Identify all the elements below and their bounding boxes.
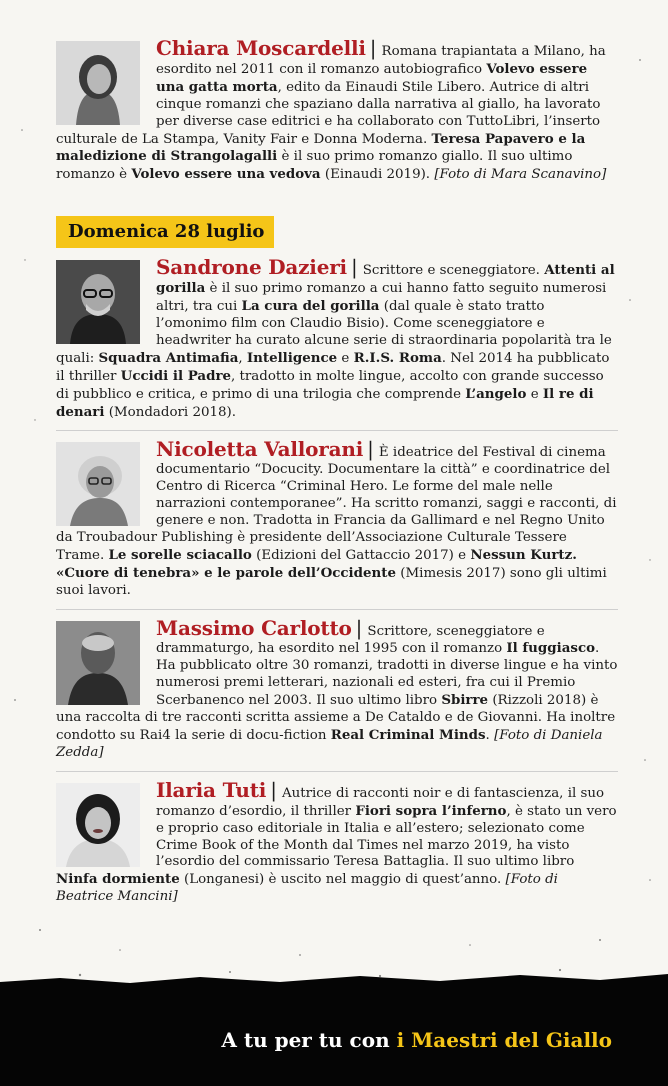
author-name: Sandrone Dazieri <box>156 255 347 280</box>
bio-text-run: (dal quale è stato tratto l’omonimo film con Claudio Bisio). Come sceneggiatore e headwriter ha curato alcune serie di straordinaria popolarità tra le quali: <box>56 299 612 366</box>
author-photo-sandrone-dazieri <box>56 260 140 344</box>
footer-highlight: i Maestri del Giallo <box>396 1028 612 1052</box>
day-label: Domenica 28 luglio <box>56 216 274 248</box>
bio-text-run: (Edizioni del Gattaccio 2017) e <box>251 547 471 563</box>
bio-text-run: e <box>337 350 354 366</box>
author-bio-sandrone-dazieri <box>56 255 618 421</box>
footer-prefix: A tu per tu con <box>221 1028 390 1052</box>
bio-text-run: È ideatrice del Festival di cinema documentario “Docucity. Documentare la città” e coordinatrice del Centro di Ricerca “Criminal Hero. Le forme del male nelle narrazioni contemporanee”. Ha scritto romanzi, saggi e racconti, di genere e non. Tradotta in Francia da Gallimard e nel Regno Unito da Troubadour Publishing è presidente dell’Associazione Culturale Tessere Trame. <box>56 445 617 563</box>
bio-book-title: Nessun Kurtz. «Cuore di tenebra» e le parole dell’Occidente <box>56 546 577 581</box>
bio-book-title: Volevo essere una gatta morta <box>156 60 588 95</box>
bio-text-run: . <box>485 728 495 743</box>
author-bio-text <box>56 786 617 904</box>
bio-book-title: Sbirre <box>441 692 489 709</box>
portrait-photo-icon <box>56 783 140 867</box>
author-photo-nicoletta-vallorani <box>56 442 140 526</box>
author-bio-text <box>56 445 617 597</box>
bio-book-title: Squadra Antimafia <box>98 349 239 366</box>
bio-book-title: Ninfa dormiente <box>56 871 180 888</box>
bio-text-run: Romana trapiantata a Milano, ha esordito nel 2011 con il romanzo autobiografico <box>156 44 606 77</box>
name-separator: | <box>355 615 363 640</box>
bio-book-title: Le sorelle sciacallo <box>108 546 252 563</box>
bio-book-title: Attenti al gorilla <box>156 262 615 297</box>
bio-photo-credit: [Foto di Mara Scanavino] <box>434 167 607 183</box>
bio-book-title: Volevo essere una vedova <box>131 166 321 183</box>
bio-text-run: . Ha pubblicato oltre 30 romanzi, tradotti in diverse lingue e ha vinto numerosi premi letterari, nazionali ed esteri, fra cui il Premio Scerbanenco nel 2003. Il suo ultimo libro <box>156 641 618 709</box>
bio-book-title: L’angelo <box>465 385 527 402</box>
bio-photo-credit: [Foto di Beatrice Mancini] <box>56 872 558 905</box>
author-photo-chiara-moscardelli <box>56 41 140 125</box>
bio-text-run: (Rizzoli 2018) è una raccolta di tre racconti scritta assieme a De Cataldo e de Giovanni. Ha inoltre condotto su Rai4 la serie di docu-fiction <box>56 693 616 743</box>
bio-book-title: Il re di denari <box>56 385 594 420</box>
author-bio-nicoletta-vallorani <box>56 437 618 599</box>
bio-book-title: Intelligence <box>246 349 338 366</box>
bio-text-run: , edito da Einaudi Stile Libero. Autrice di altri cinque romanzi che spaziano dalla narrativa al giallo, ha lavorato per diverse case editrici e ha collaborato con TuttoLibri, l’inserto culturale de La Stampa, Vanity Fair e Donna Moderna. <box>56 79 601 147</box>
author-bio-text <box>56 624 617 760</box>
author-bio-chiara-moscardelli <box>56 36 618 184</box>
portrait-photo-icon <box>56 442 140 526</box>
author-photo-ilaria-tuti <box>56 783 140 867</box>
bio-text-run: (Einaudi 2019). <box>320 167 435 183</box>
footer-banner <box>0 986 668 1086</box>
name-separator: | <box>270 777 277 802</box>
author-bio-ilaria-tuti <box>56 777 618 906</box>
bio-text-run: Autrice di racconti noir e di fantascienza, il suo romanzo d’esordio, il thriller <box>156 785 605 819</box>
author-name: Nicoletta Vallorani <box>156 437 364 462</box>
portrait-photo-icon <box>56 41 140 125</box>
bio-text-run: e <box>526 386 543 402</box>
section-divider <box>56 609 618 610</box>
bio-photo-credit: [Foto di Daniela Zedda] <box>56 728 603 760</box>
bio-text-run: Scrittore e sceneggiatore. <box>362 263 545 279</box>
bio-book-title: Teresa Papavero e la maledizione di Strangolagalli <box>56 130 586 165</box>
author-name: Massimo Carlotto <box>156 615 352 640</box>
bio-book-title: Real Criminal Minds <box>330 727 486 743</box>
program-content <box>56 36 618 906</box>
portrait-photo-icon <box>56 621 140 705</box>
bio-text-run: è il suo primo romanzo a cui hanno fatto seguito numerosi altri, tra cui <box>156 281 607 315</box>
bio-book-title: Il fuggiasco <box>506 640 596 657</box>
bio-text-run: . Nel 2014 ha pubblicato il thriller <box>56 350 610 384</box>
bio-text-run: Scrittore, sceneggiatore e drammaturgo, ha esordito nel 1995 con il romanzo <box>156 623 545 657</box>
name-separator: | <box>367 437 374 462</box>
bio-text-run: (Mimesis 2017) sono gli ultimi suoi lavori. <box>56 565 607 598</box>
day-header <box>56 216 618 248</box>
author-name: Chiara Moscardelli <box>156 36 366 60</box>
bio-text-run: (Longanesi) è uscito nel maggio di quest’anno. <box>179 872 506 888</box>
author-name: Ilaria Tuti <box>156 777 267 802</box>
bio-book-title: Uccidi il Padre <box>120 367 232 384</box>
portrait-photo-icon <box>56 260 140 344</box>
bio-text-run: (Mondadori 2018). <box>104 404 237 420</box>
bio-book-title: Fiori sopra l’inferno <box>355 802 507 819</box>
name-separator: | <box>369 36 377 60</box>
bio-text-run: , è stato un vero e proprio caso editoriale in Italia e all’estero; selezionato come Crime Book of the Month dal Times nel marzo 2019, ha visto l’esordio del commissario Teresa Battaglia. Il suo ultimo libro <box>156 803 617 870</box>
bio-book-title: La cura del gorilla <box>241 298 380 315</box>
name-separator: | <box>350 255 358 280</box>
bio-book-title: R.I.S. Roma <box>353 349 442 366</box>
section-divider <box>56 430 618 431</box>
bio-text-run: , tradotto in molte lingue, accolto con grande successo di pubblico e critica, e primo di una trilogia che comprende <box>56 368 604 402</box>
bio-text-run: , <box>238 350 247 366</box>
bio-text-run: è il suo primo romanzo giallo. Il suo ultimo romanzo è <box>56 149 573 183</box>
author-photo-massimo-carlotto <box>56 621 140 705</box>
footer-tagline <box>221 1028 612 1052</box>
section-divider <box>56 771 618 772</box>
author-bio-massimo-carlotto <box>56 615 618 762</box>
